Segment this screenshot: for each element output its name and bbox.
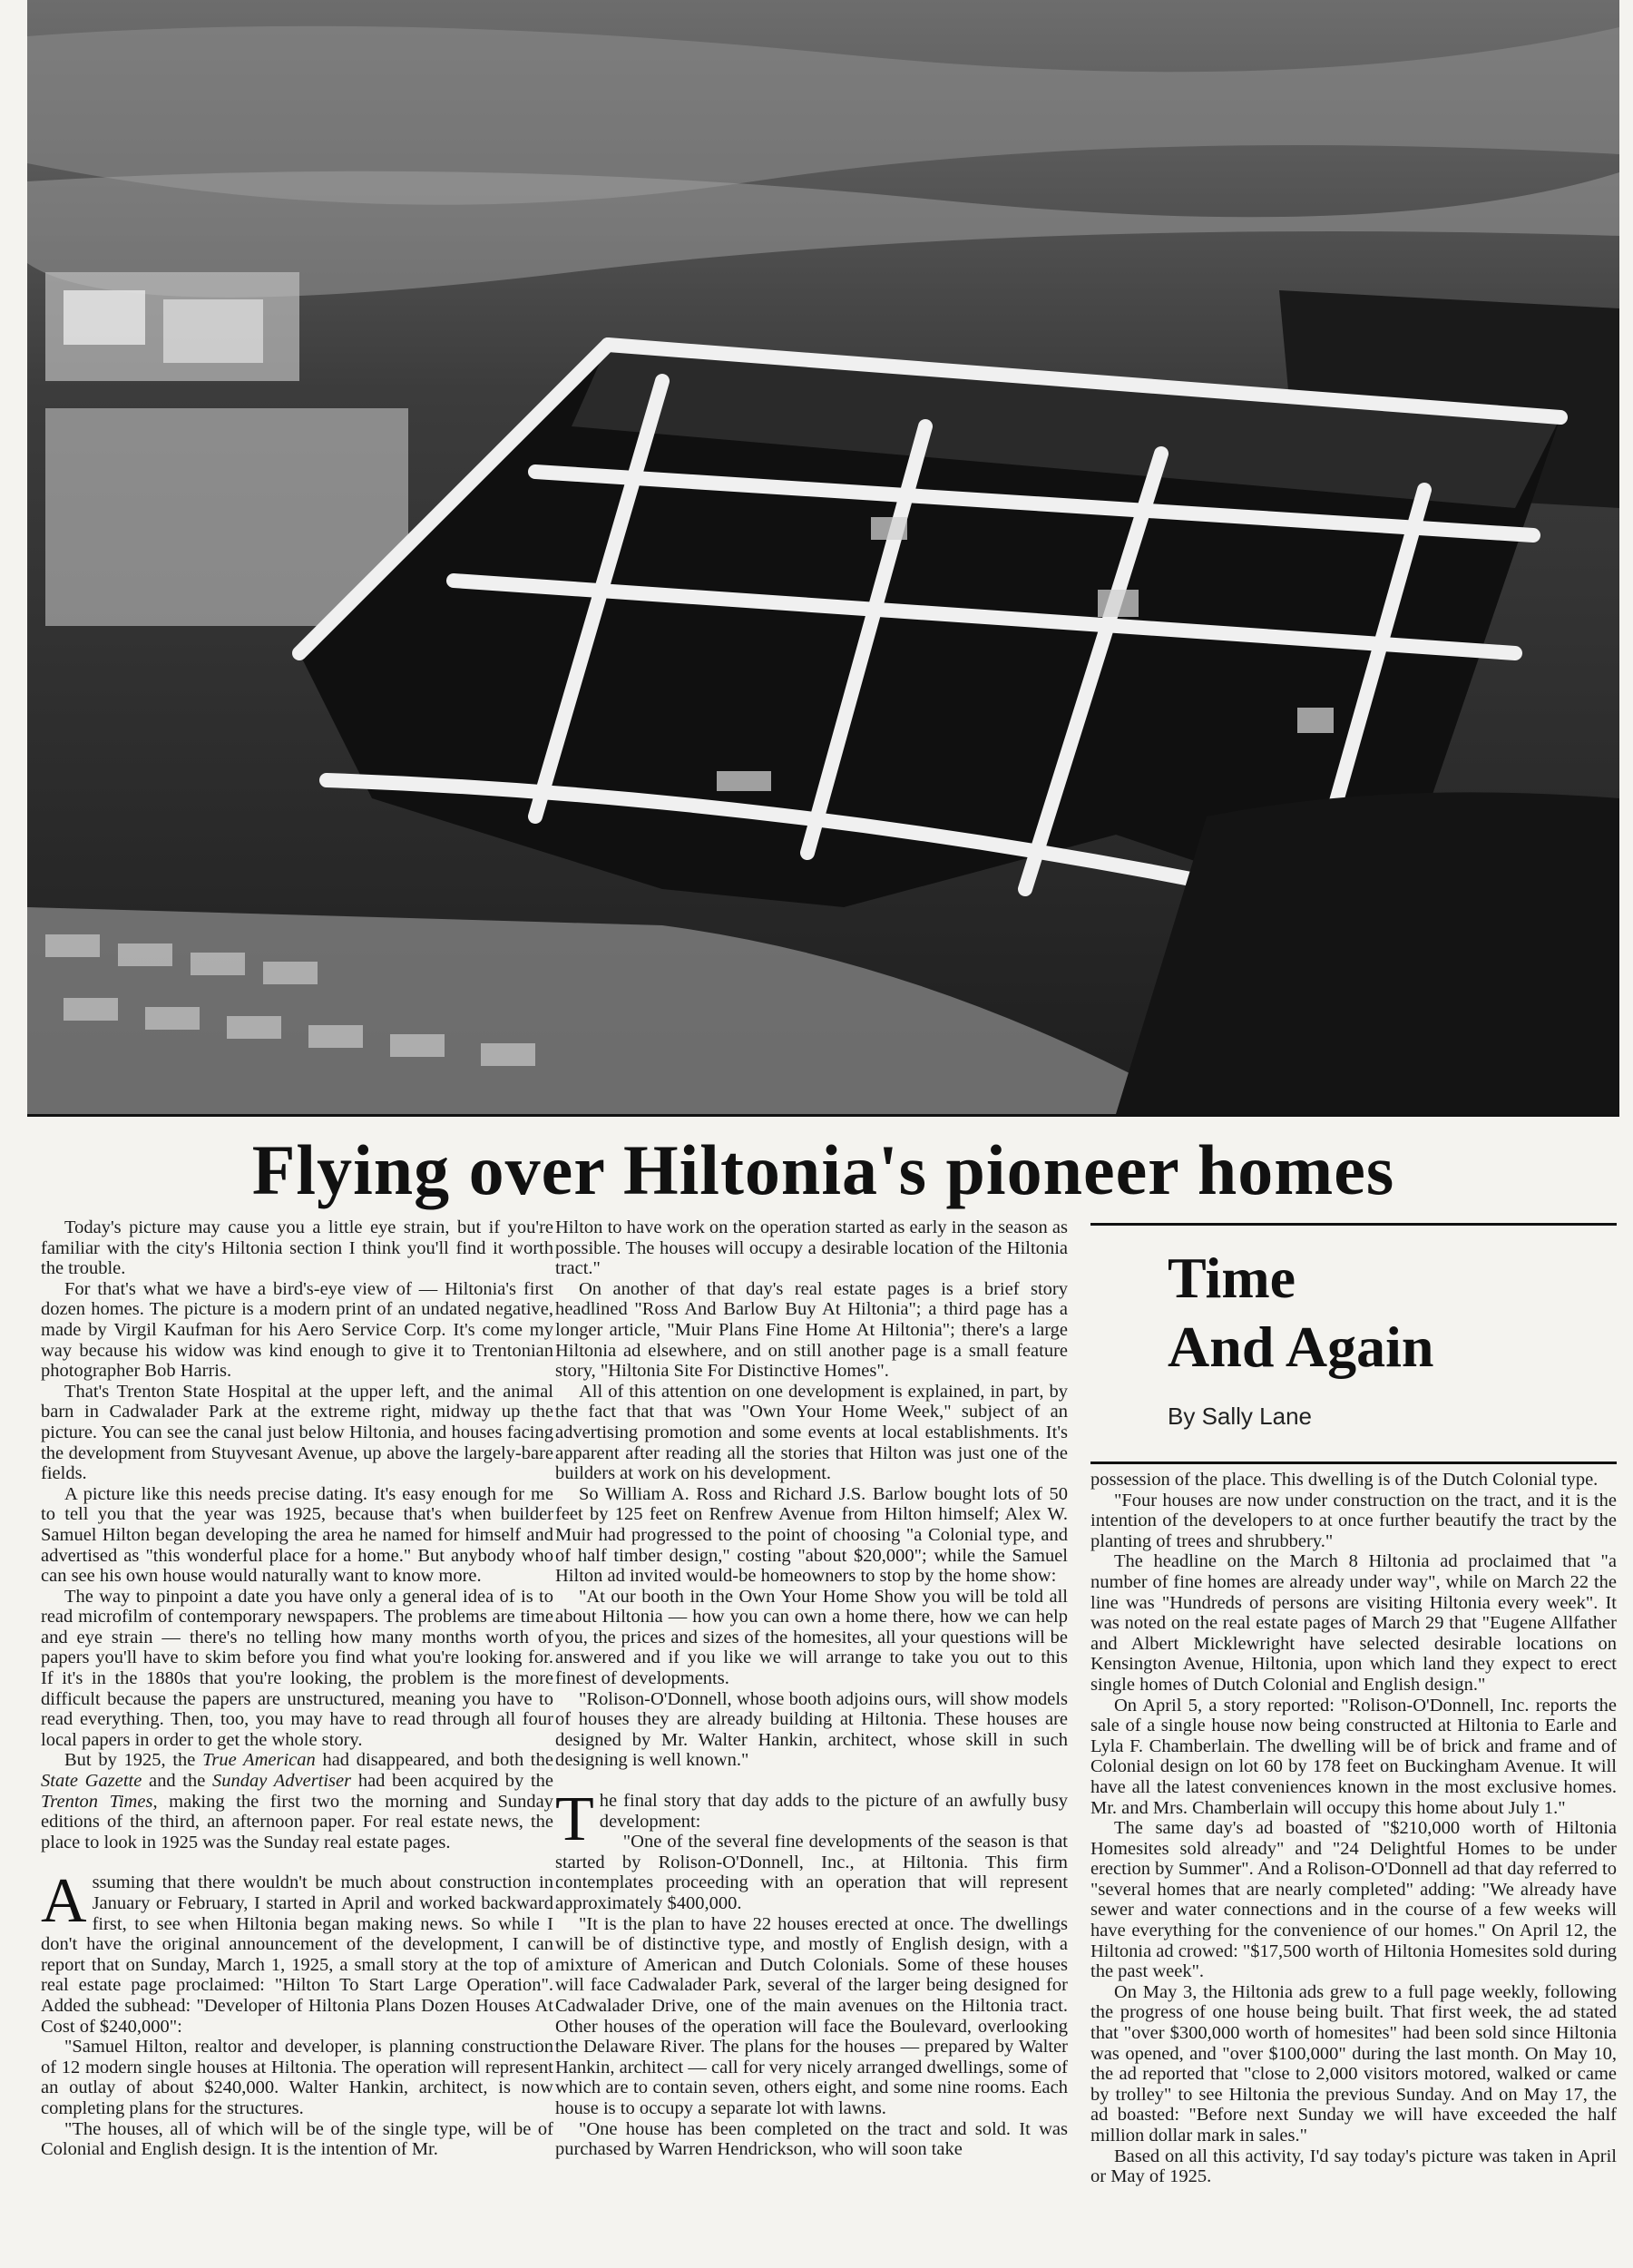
paragraph: Hilton to have work on the operation started as early in the season as possible. The houses will occupy a desirable location of the Hiltonia tract." (555, 1217, 1068, 1279)
paragraph: "The houses, all of which will be of the single type, will be of Colonial and English design. It is the intention of Mr. (41, 2118, 553, 2160)
paragraph: The way to pinpoint a date you have only a general idea of is to read microfilm of contemporary newspapers. The problems are time and eye strain — there's no telling how many months worth of papers you'll have to skim before you find what you're looking for. If it's in the 1880s that you're looking, the problem is the more difficult because the papers are unstructured, meaning you have to read everything. Then, too, you may have to read through all four local papers in order to get the whole story. (41, 1586, 553, 1750)
paragraph: "Rolison-O'Donnell, whose booth adjoins ours, will show models of houses they are already building at Hiltonia. These houses are designed by Mr. Walter Hankin, architect, whose skill in such designing is well known." (555, 1688, 1068, 1771)
column-header (1090, 1223, 1617, 1464)
byline: By Sally Lane (1168, 1403, 1312, 1430)
paragraph: All of this attention on one development is explained, in part, by the fact that that was "Own Your Home Week," subject of an advertising promotion and some events at local establishments. It's apparent after reading all the stories that Hilton was just one of the builders at work on his development. (555, 1381, 1068, 1484)
paragraph: possession of the place. This dwelling is of the Dutch Colonial type. (1090, 1470, 1599, 1490)
paragraph: "Four houses are now under construction on the tract, and it is the intention of the developers to at once further beautify the tract by the planting of trees and shrubbery." (1090, 1490, 1617, 1551)
paragraph: "One house has been completed on the tract and sold. It was purchased by Warren Hendrickson, who will soon take (555, 2118, 1068, 2160)
drop-cap: T (555, 1784, 594, 1855)
aerial-photo-image (27, 0, 1619, 1114)
paragraph: On May 3, the Hiltonia ads grew to a full page weekly, following the progress of one house being built. That first week, the ad stated that "over $300,000 worth of homesites" had been sold since Hiltonia was opened, and "over $100,000" during the last month. On May 10, the ad reported that "close to 2,000 visitors motored, walked or came by trolley" to see Hiltonia the previous Sunday. And on May 17, the ad boasted: "Before next Sunday we will have exceeded the half million dollar mark in sales." (1090, 1981, 1617, 2146)
article-column-2 (555, 1217, 1068, 2261)
paragraph: "At our booth in the Own Your Home Show you will be told all about Hiltonia — how you can own a home there, how we can help you, the prices and sizes of the homesites, all your questions will be answered and if you like we will arrange to take you out to this finest of developments. (555, 1586, 1068, 1689)
paragraph: "One of the several fine developments of the season is that started by Rolison-O'Donnell, Inc., at Hiltonia. This firm contemplates proceeding with an operation that will represent approximately $400,000. (555, 1832, 1068, 1913)
paragraph: On April 5, a story reported: "Rolison-O'Donnell, Inc. reports the sale of a single house now being constructed at Hiltonia to Earle and Lyla F. Chamberlain. The dwelling will be of brick and frame and of Colonial design on lot 60 by 178 feet on Buckingham Avenue. It will have all the latest conveniences known in the most exclusive homes. Mr. and Mrs. Chamberlain will occupy this home about July 1." (1090, 1695, 1617, 1818)
paragraph: That's Trenton State Hospital at the upper left, and the animal barn in Cadwalader Park at the extreme right, midway up the picture. You can see the canal just below Hiltonia, and houses facing the development from Stuyvesant Avenue, up above the largely-bare fields. (41, 1381, 553, 1484)
article-column-1 (41, 1217, 553, 2261)
paragraph: The headline on the March 8 Hiltonia ad proclaimed that "a number of fine homes are already under way", while on March 22 the line was "Hundreds of persons are visiting Hiltonia every week". It was noted on the real estate pages of March 29 that "Eugene Allfather and Albert Micklewright have selected desirable locations on Kensington Avenue, Hiltonia, upon which land they expect to erect single homes of Dutch Colonial and English design." (1090, 1551, 1617, 1695)
paragraph: The final story that day adds to the picture of an awfully busy development: (555, 1784, 1068, 1855)
aerial-photo (27, 0, 1619, 1117)
paragraph: For that's what we have a bird's-eye view of — Hiltonia's first dozen homes. The picture is a modern print of an undated negative, made by Virgil Kaufman for his Aero Service Corp. It's come my way because his widow was kind enough to give it to Trentonian photographer Bob Harris. (41, 1278, 553, 1382)
drop-cap: A (41, 1866, 87, 1937)
paragraph: Assuming that there wouldn't be much about construction in January or February, I started in April and worked backward first, to see when Hiltonia began making news. So while I don't have the original announcement of the development, I can report that on Sunday, March 1, 1925, a small story at the top of a real estate page proclaimed: "Hilton To Start Large Operation". Added the subhead: "Developer of Hiltonia Plans Dozen Houses At Cost of $240,000": (41, 1866, 553, 2037)
paragraph: So William A. Ross and Richard J.S. Barlow bought lots of 50 feet by 125 feet on Renfrew Avenue from Hilton himself; Alex W. Muir had progressed to the point of choosing "a Colonial type, and of half timber design," costing "about $20,000"; while the Samuel Hilton ad invited would-be homeowners to stop by the home show: (555, 1483, 1068, 1587)
article-column-3 (1090, 1470, 1617, 2259)
column-title: Time And Again (1168, 1246, 1434, 1379)
headline: Flying over Hiltonia's pioneer homes (251, 1130, 1395, 1209)
paragraph: Based on all this activity, I'd say today's picture was taken in April or May of 1925. (1090, 2146, 1617, 2187)
paragraph: The same day's ad boasted of "$210,000 worth of Hiltonia Homesites sold already" and "24 Delightful Homes to be under erection by Summer". And a Rolison-O'Donnell ad that day referred to "several homes that are nearly completed" adding: "We already have sewer and water connections and in the course of a few weeks will have everything for the convenience of our homes." On April 12, the Hiltonia ad crowed: "$17,500 worth of Hiltonia Homesites sold during the past week". (1090, 1818, 1617, 1982)
paragraph: A picture like this needs precise dating. It's easy enough for me to tell you that the year was 1925, because that's when builder Samuel Hilton began developing the area he named for himself and advertised as "this wonderful place for a home." But anybody who can see his own house would naturally want to know more. (41, 1483, 553, 1587)
paragraph: But by 1925, the True American had disappeared, and both the State Gazette and the Sunday Advertiser had been acquired by the Trenton Times, making the first two the morning and Sunday editions of the third, an afternoon paper. For real estate news, the place to look in 1925 was the Sunday real estate pages. (41, 1750, 553, 1853)
paragraph: Today's picture may cause you a little eye strain, but if you're familiar with the city's Hiltonia section I think you'll find it worth the trouble. (41, 1217, 553, 1279)
paragraph: "Samuel Hilton, realtor and developer, is planning construction of 12 modern single houses at Hiltonia. The operation will represent an outlay of about $240,000. Walter Hankin, architect, is now completing plans for the structures. (41, 2037, 553, 2118)
paragraph: On another of that day's real estate pages is a brief story headlined "Ross And Barlow Buy At Hiltonia"; a third page has a longer article, "Muir Plans Fine Home At Hiltonia"; there's a large Hiltonia ad elsewhere, and on still another page is a small feature story, "Hiltonia Site For Distinctive Homes". (555, 1278, 1068, 1382)
paragraph: "It is the plan to have 22 houses erected at once. The dwellings will be of distinctive type, and mostly of English design, with a mixture of American and Dutch Colonials. Some of these houses will face Cadwalader Park, several of the larger being designed for Cadwalader Drive, one of the main avenues on the Hiltonia tract. Other houses of the operation will face the Boulevard, overlooking the Delaware River. The plans for the houses — prepared by Walter Hankin, architect — call for very nicely arranged dwellings, some of which are to contain seven, others eight, and some nine rooms. Each house is to occupy a separate lot with lawns. (555, 1913, 1068, 2118)
